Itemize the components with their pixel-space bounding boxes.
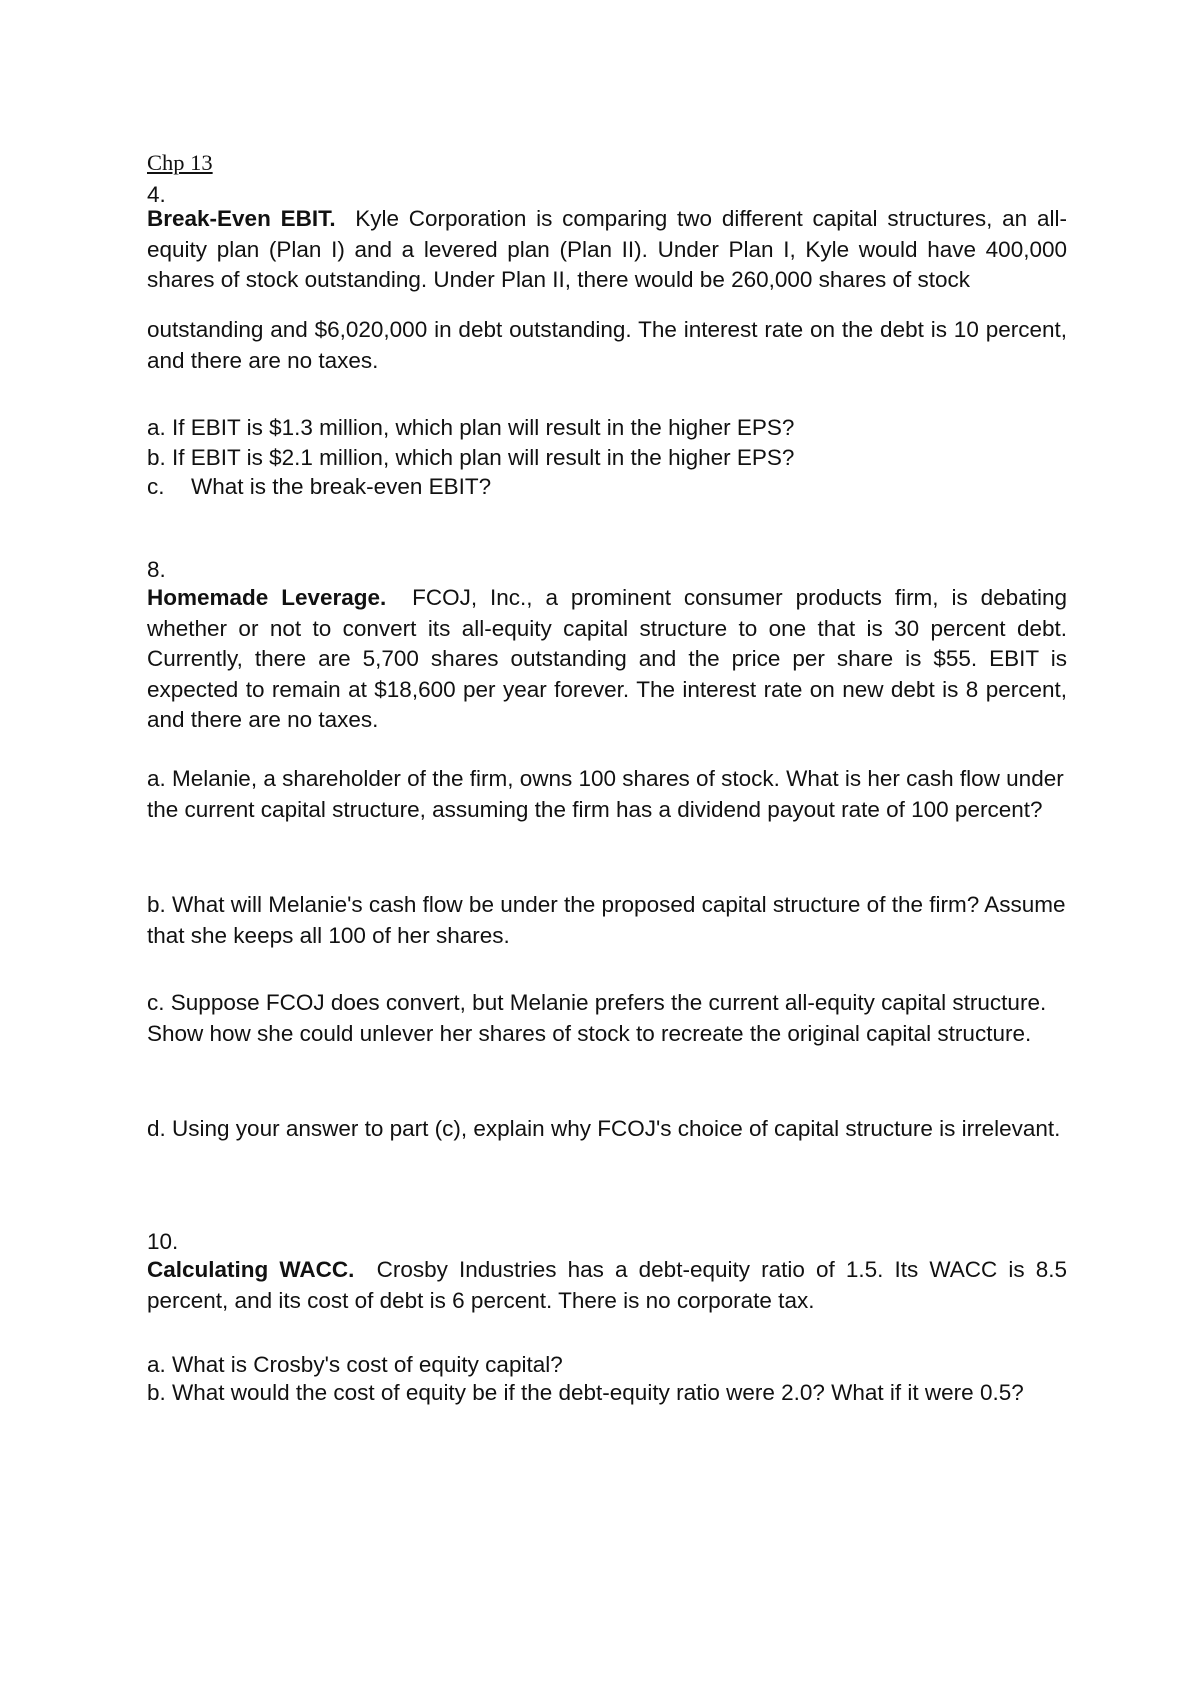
question-item: b. If EBIT is $2.1 million, which plan will result in the higher EPS? [147, 444, 795, 470]
problem-10-body: Crosby Industries has a debt-equity ratio of 1.5. Its WACC is 8.5 percent, and its cost of debt is 6 percent. There is no corporate tax. [147, 1257, 1067, 1313]
problem-4-body: Kyle Corporation is comparing two different capital structures, an all-equity plan (Plan I) and a levered plan (Plan II). Under Plan I, Kyle would have 400,000 shares of stock outstanding. Under Plan II, there would be 260,000 shares of stock [147, 206, 1067, 292]
question-text: Melanie, a shareholder of the firm, owns 100 shares of stock. What is her cash flow under the current capital structure, assuming the firm has a dividend payout rate of 100 percent? [147, 766, 1064, 822]
question-text: What would the cost of equity be if the debt-equity ratio were 2.0? What if it were 0.5? [172, 1380, 1024, 1405]
problem-10-statement [147, 1255, 1067, 1316]
problem-8-question-c: c. Suppose FCOJ does convert, but Melanie prefers the current all-equity capital structure. Show how she could unlever her shares of stock to recreate the original capital structure. [147, 990, 1047, 1046]
problem-8-question-a: a. Melanie, a shareholder of the firm, owns 100 shares of stock. What is her cash flow under the current capital structure, assuming the firm has a dividend payout rate of 100 percent? [147, 766, 1064, 822]
problem-4-questions [147, 413, 1067, 502]
question-text: What is the break-even EBIT? [191, 474, 492, 499]
question-text: Using your answer to part (c), explain why FCOJ's choice of capital structure is irrelevant. [172, 1116, 1061, 1141]
problem-8-title: Homemade Leverage. [147, 585, 387, 610]
problem-4-number: 4. [147, 182, 166, 207]
problem-4-title: Break-Even EBIT. [147, 206, 336, 231]
question-item: a. If EBIT is $1.3 million, which plan will result in the higher EPS? [147, 415, 795, 440]
question-text: If EBIT is $2.1 million, which plan will result in the higher EPS? [172, 444, 795, 470]
problem-10-question-a: a. What is Crosby's cost of equity capital? [147, 1352, 563, 1377]
problem-8-statement [147, 583, 1067, 736]
problem-10-question-b: b. What would the cost of equity be if the debt-equity ratio were 2.0? What if it were 0.5? [147, 1380, 1024, 1405]
problem-10-number: 10. [147, 1229, 179, 1254]
chapter-heading: Chp 13 [147, 150, 213, 175]
problem-10-title: Calculating WACC. [147, 1257, 355, 1282]
question-text: If EBIT is $1.3 million, which plan will result in the higher EPS? [172, 415, 795, 440]
problem-8-body: FCOJ, Inc., a prominent consumer products firm, is debating whether or not to convert its all-equity capital structure to one that is 30 percent debt. Currently, there are 5,700 shares outstanding and the price per share is $55. EBIT is expected to remain at $18,600 per year forever. The interest rate on new debt is 8 percent, and there are no taxes. [147, 585, 1067, 732]
question-text: What is Crosby's cost of equity capital? [172, 1352, 563, 1377]
problem-4-statement-cont: outstanding and $6,020,000 in debt outstanding. The interest rate on the debt is 10 percent, and there are no taxes. [147, 317, 1067, 373]
problem-8-number: 8. [147, 557, 166, 582]
problem-4-statement [147, 204, 1067, 296]
question-item: c. What is the break-even EBIT? [147, 474, 492, 499]
question-text: Suppose FCOJ does convert, but Melanie prefers the current all-equity capital structure. Show how she could unlever her shares of stock to recreate the original capital structure. [147, 990, 1047, 1046]
problem-8-question-d: d. Using your answer to part (c), explain why FCOJ's choice of capital structure is irrelevant. [147, 1116, 1061, 1141]
question-text: What will Melanie's cash flow be under the proposed capital structure of the firm? Assume that she keeps all 100 of her shares. [147, 892, 1066, 948]
problem-8-question-b: b. What will Melanie's cash flow be under the proposed capital structure of the firm? Assume that she keeps all 100 of her shares. [147, 892, 1066, 948]
